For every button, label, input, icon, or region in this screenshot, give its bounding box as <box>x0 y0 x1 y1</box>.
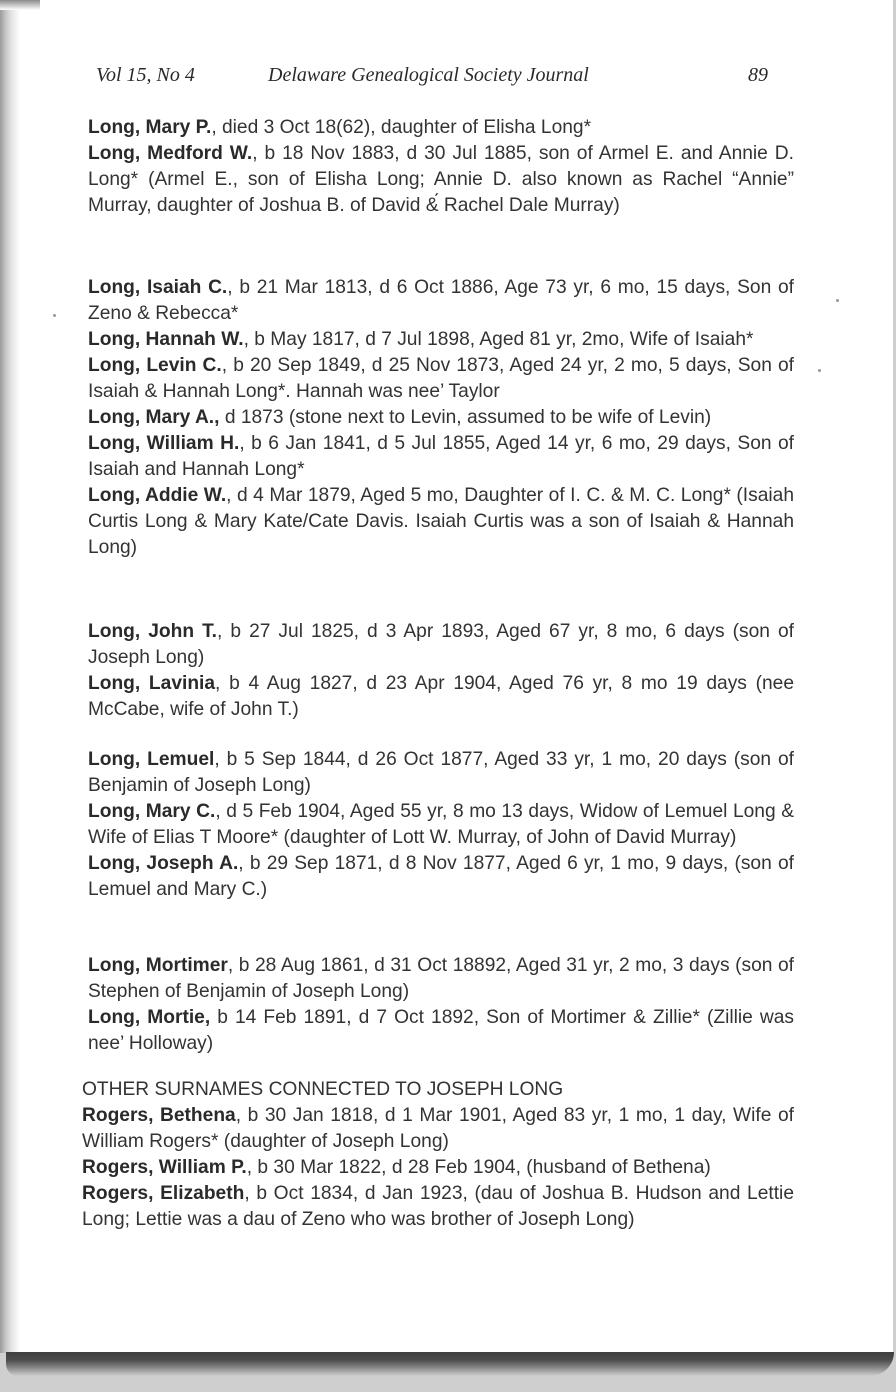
entry <box>88 353 794 405</box>
entry-text: , b May 1817, d 7 Jul 1898, Aged 81 yr, 2mo, Wife of Isaiah* <box>243 329 754 350</box>
entry <box>82 1181 794 1233</box>
entry-name: Long, Addie W. <box>88 485 227 506</box>
entry-text: , died 3 Oct 18(62), daughter of Elisha Long* <box>211 117 592 138</box>
entry <box>88 619 794 671</box>
entry-text: , b 30 Mar 1822, d 28 Feb 1904, (husband of Bethena) <box>246 1157 711 1178</box>
entry-group <box>88 115 794 219</box>
entry-group <box>88 747 794 903</box>
entry-name: Long, Mary C. <box>88 801 216 822</box>
entry <box>88 483 794 561</box>
entry <box>82 1103 794 1155</box>
page-spine-shadow <box>0 0 20 1353</box>
entry-text: , b 6 Jan 1841, d 5 Jul 1855, Aged 14 yr, 6 mo, 29 days, Son of Isaiah and Hannah Long* <box>88 433 794 480</box>
entry-name: Rogers, Bethena <box>82 1105 236 1126</box>
entry <box>82 1155 794 1181</box>
entry-text: , b 27 Jul 1825, d 3 Apr 1893, Aged 67 yr, 8 mo, 6 days (son of Joseph Long) <box>88 621 794 668</box>
entry-text: , b 29 Sep 1871, d 8 Nov 1877, Aged 6 yr, 1 mo, 9 days, (son of Lemuel and Mary C.) <box>88 853 794 900</box>
entry-text: , b 20 Sep 1849, d 25 Nov 1873, Aged 24 yr, 2 mo, 5 days, Son of Isaiah & Hannah Long*. Hannah was nee’ Taylor <box>88 355 794 402</box>
entry-text: , b 4 Aug 1827, d 23 Apr 1904, Aged 76 yr, 8 mo 19 days (nee McCabe, wife of John T.) <box>88 673 794 720</box>
entry-text: , d 5 Feb 1904, Aged 55 yr, 8 mo 13 days, Widow of Lemuel Long & Wife of Elias T Moore* (daughter of Lott W. Murray, of John of David Murray) <box>88 801 794 848</box>
entry <box>88 953 794 1005</box>
entry-text: , d 4 Mar 1879, Aged 5 mo, Daughter of I. C. & M. C. Long* (Isaiah Curtis Long & Mary Kate/Cate Davis. Isaiah Curtis was a son of Isaiah & Hannah Long) <box>88 485 795 558</box>
page-bottom-shadow <box>6 1352 894 1376</box>
entry <box>88 405 794 431</box>
entry <box>88 431 794 483</box>
entry-name: Long, Mary A., <box>88 407 220 428</box>
volume-issue: Vol 15, No 4 <box>96 64 195 86</box>
scan-speck <box>53 314 56 317</box>
entry <box>88 1005 794 1057</box>
entry-name: Long, Medford W. <box>88 143 253 164</box>
page-corner-shadow <box>0 0 40 10</box>
entry <box>88 115 794 141</box>
entry-text: b 14 Feb 1891, d 7 Oct 1892, Son of Mortimer & Zillie* (Zillie was nee’ Holloway) <box>88 1007 795 1054</box>
entry-text: , b 21 Mar 1813, d 6 Oct 1886, Age 73 yr, 6 mo, 15 days, Son of Zeno & Rebecca* <box>88 277 794 324</box>
scan-speck <box>818 369 821 372</box>
entry <box>88 851 794 903</box>
entry-name: Long, Lavinia <box>88 673 216 694</box>
running-header <box>96 64 776 94</box>
journal-title: Delaware Genealogical Society Journal <box>268 64 589 86</box>
entry-name: Long, Isaiah C. <box>88 277 228 298</box>
entry-name: Long, Levin C. <box>88 355 222 376</box>
section-title: OTHER SURNAMES CONNECTED TO JOSEPH LONG <box>82 1079 564 1100</box>
scan-speck <box>836 299 839 302</box>
entry <box>88 671 794 723</box>
entry-group <box>88 275 794 561</box>
entry-name: Long, Hannah W. <box>88 329 244 350</box>
entry-name: Long, Mortie, <box>88 1007 211 1028</box>
entry-group <box>88 953 794 1057</box>
entry-text: , b 18 Nov 1883, d 30 Jul 1885, son of Armel E. and Annie D. Long* (Armel E., son of Elisha Long; Annie D. also known as Rachel “Annie” Murray, daughter of Joshua B. of David &́ Rachel Dale Murray) <box>88 143 794 216</box>
entry-text: , b Oct 1834, d Jan 1923, (dau of Joshua B. Hudson and Lettie Long; Lettie was a dau of Zeno who was brother of Joseph Long) <box>82 1183 794 1230</box>
entry-name: Long, John T. <box>88 621 218 642</box>
entry-name: Rogers, William P. <box>82 1157 247 1178</box>
entry <box>88 275 794 327</box>
entry-name: Long, Joseph A. <box>88 853 239 874</box>
entry-name: Rogers, Elizabeth <box>82 1183 245 1204</box>
entry-group <box>88 619 794 723</box>
entry-group-other-surnames <box>82 1077 794 1233</box>
page-number: 89 <box>748 64 768 86</box>
entry <box>88 141 794 219</box>
entry-text: , b 5 Sep 1844, d 26 Oct 1877, Aged 33 yr, 1 mo, 20 days (son of Benjamin of Joseph Long) <box>88 749 795 796</box>
entry-text: , b 30 Jan 1818, d 1 Mar 1901, Aged 83 yr, 1 mo, 1 day, Wife of William Rogers* (daughter of Joseph Long) <box>82 1105 794 1152</box>
entry-text: d 1873 (stone next to Levin, assumed to be wife of Levin) <box>219 407 712 428</box>
entry-name: Long, Mortimer <box>88 955 228 976</box>
entry <box>88 327 794 353</box>
entry-text: , b 28 Aug 1861, d 31 Oct 18892, Aged 31 yr, 2 mo, 3 days (son of Stephen of Benjamin of Joseph Long) <box>88 955 794 1002</box>
entry <box>88 747 794 799</box>
entry <box>88 799 794 851</box>
entry-name: Long, William H. <box>88 433 240 454</box>
entry-name: Long, Lemuel <box>88 749 215 770</box>
entry-name: Long, Mary P. <box>88 117 212 138</box>
